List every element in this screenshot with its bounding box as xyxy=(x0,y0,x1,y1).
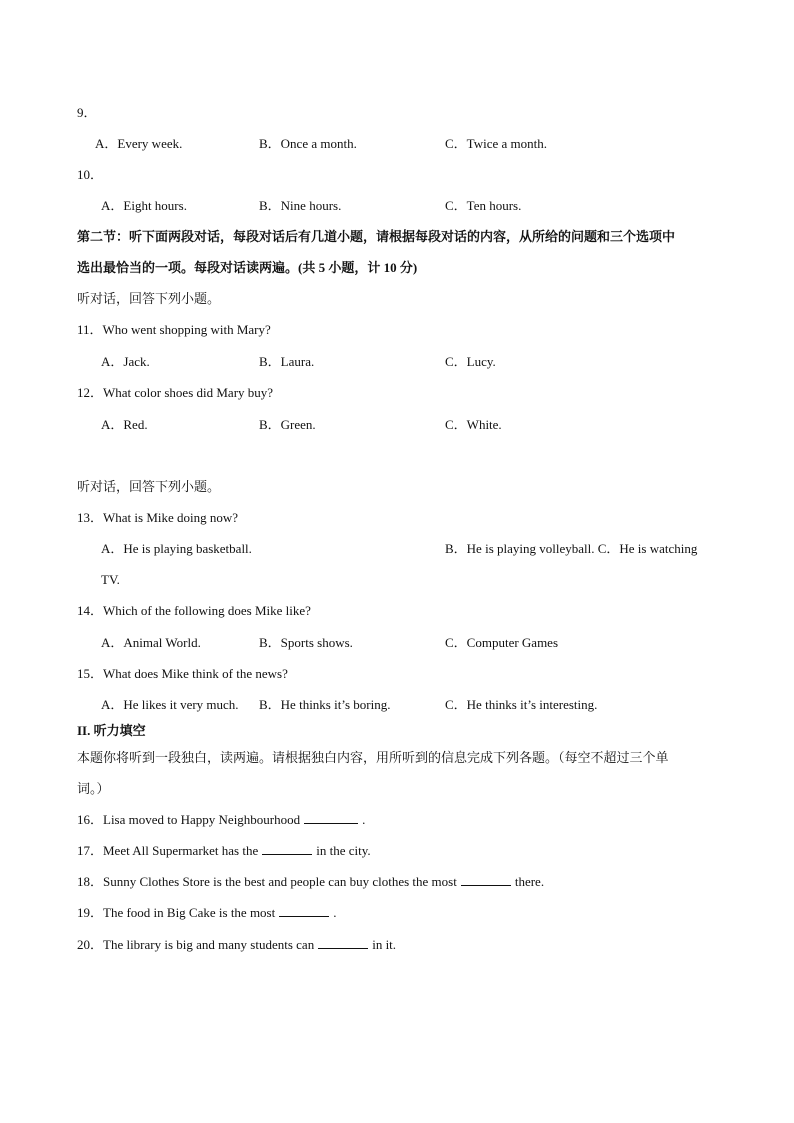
q14-option-c[interactable]: C．Computer Games xyxy=(445,635,559,650)
question-16 xyxy=(77,811,365,829)
q16-tail: . xyxy=(362,812,366,827)
q11-option-c[interactable]: C．Lucy. xyxy=(445,354,496,369)
question-11-stem: 11．Who went shopping with Mary? xyxy=(77,322,271,337)
question-13-stem: 13．What is Mike doing now? xyxy=(77,510,239,525)
part2-instruction-line1: 本题你将听到一段独白，读两遍。请根据独白内容，用所听到的信息完成下列各题。（每空不超过三个单 xyxy=(77,750,669,765)
q19-text: 19．The food in Big Cake is the most xyxy=(77,905,276,920)
q18-tail: there. xyxy=(514,874,545,889)
q10-option-b[interactable]: B．Nine hours. xyxy=(259,198,342,213)
question-10-number: 10． xyxy=(77,167,104,182)
q10-option-a[interactable]: A．Eight hours. xyxy=(101,198,187,213)
q13-option-b-c[interactable]: B．He is playing volleyball. C．He is watching xyxy=(445,541,698,556)
q14-option-a[interactable]: A．Animal World. xyxy=(101,635,201,650)
question-18 xyxy=(77,873,544,891)
question-19 xyxy=(77,904,336,922)
q20-blank[interactable] xyxy=(318,936,368,949)
q13-option-a[interactable]: A．He is playing basketball. xyxy=(101,541,252,556)
section2-instruction-line2: 选出最恰当的一项。每段对话读两遍。(共 5 小题，计 10 分) xyxy=(77,260,418,275)
q16-text: 16．Lisa moved to Happy Neighbourhood xyxy=(77,812,301,827)
q15-option-c[interactable]: C．He thinks it’s interesting. xyxy=(445,697,598,712)
q18-text: 18．Sunny Clothes Store is the best and people can buy clothes the most xyxy=(77,874,457,889)
question-14-stem: 14．Which of the following does Mike like? xyxy=(77,603,311,618)
q12-option-a[interactable]: A．Red. xyxy=(101,417,148,432)
q15-option-a[interactable]: A．He likes it very much. xyxy=(101,697,239,712)
q16-blank[interactable] xyxy=(304,811,358,824)
q20-tail: in it. xyxy=(372,937,397,952)
question-12-stem: 12．What color shoes did Mary buy? xyxy=(77,385,274,400)
q12-option-b[interactable]: B．Green. xyxy=(259,417,316,432)
q15-option-b[interactable]: B．He thinks it’s boring. xyxy=(259,697,391,712)
dialogue2-intro: 听对话，回答下列小题。 xyxy=(77,479,221,494)
section2-instruction-line1: 第二节：听下面两段对话，每段对话后有几道小题，请根据每段对话的内容，从所给的问题和三个选项中 xyxy=(77,229,676,244)
q12-option-c[interactable]: C．White. xyxy=(445,417,502,432)
q17-tail: in the city. xyxy=(316,843,371,858)
q9-option-a[interactable]: A．Every week. xyxy=(95,136,183,151)
q17-blank[interactable] xyxy=(262,842,312,855)
question-20 xyxy=(77,936,396,954)
q14-option-b[interactable]: B．Sports shows. xyxy=(259,635,353,650)
q9-option-b[interactable]: B．Once a month. xyxy=(259,136,357,151)
q19-tail: . xyxy=(333,905,337,920)
q11-option-b[interactable]: B．Laura. xyxy=(259,354,315,369)
q17-text: 17．Meet All Supermarket has the xyxy=(77,843,259,858)
question-17 xyxy=(77,842,371,860)
q18-blank[interactable] xyxy=(461,873,511,886)
dialogue1-intro: 听对话，回答下列小题。 xyxy=(77,291,221,306)
question-15-stem: 15．What does Mike think of the news? xyxy=(77,666,288,681)
question-9-number: 9． xyxy=(77,105,97,120)
q11-option-a[interactable]: A．Jack. xyxy=(101,354,150,369)
part2-title: II. 听力填空 xyxy=(77,723,146,738)
part2-instruction-line2: 词。） xyxy=(77,781,110,796)
q19-blank[interactable] xyxy=(279,904,329,917)
q9-option-c[interactable]: C．Twice a month. xyxy=(445,136,547,151)
q10-option-c[interactable]: C．Ten hours. xyxy=(445,198,522,213)
q13-option-c-continued: TV. xyxy=(101,572,120,587)
q20-text: 20．The library is big and many students can xyxy=(77,937,315,952)
